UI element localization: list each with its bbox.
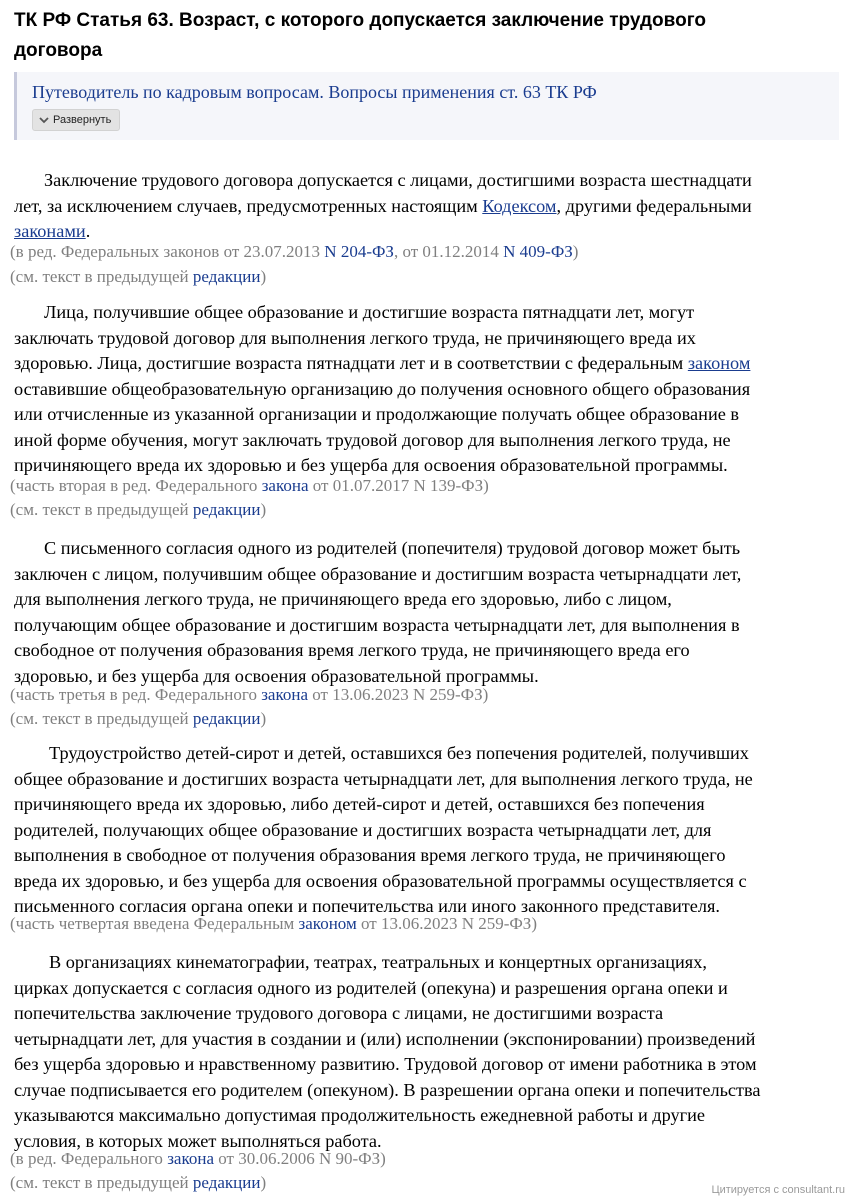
p5-previous-edition-note: (см. текст в предыдущей редакции) (10, 1173, 267, 1192)
p4-line-6: вреда их здоровью, и без ущерба для освоения образовательной программы осуществляется с (14, 870, 747, 891)
p2-previous-edition-note: (см. текст в предыдущей редакции) (10, 500, 267, 519)
p2-line-4: оставившие общеобразовательную организацию до получения основного общего образования (14, 378, 751, 399)
p2-edition-link[interactable]: редакции (192, 500, 261, 519)
p4-line-5: выполнения в свободное от получения образования время легкого труда, не причиняющего (14, 845, 726, 865)
paragraph-3 (14, 536, 844, 689)
p2-line-3: здоровью. Лица, достигшие возраста пятнадцати лет и в соответствии с федеральным законом (14, 353, 751, 373)
p2-line-6: иной форме обучения, могут заключать трудовой договор для выполнения легкого труда, не (14, 429, 731, 450)
expand-button-label: Развернуть (53, 114, 112, 126)
p5-line-4: четырнадцати лет, для участия в создании и (или) исполнении (экспонировании) произведений (14, 1028, 756, 1049)
guide-box (14, 72, 839, 140)
p3-edition-link[interactable]: редакции (192, 709, 261, 728)
p5-line-8: условия, в которых может выполняться работа. (14, 1130, 382, 1151)
law-409-link[interactable]: N 409-ФЗ (503, 242, 573, 261)
p2-line-2: заключать трудовой договор для выполнения легкого труда, не причиняющего вреда их (14, 327, 696, 348)
p3-line-3: для выполнения легкого труда, не причиняющего вреда его здоровью, либо с лицом, (14, 589, 672, 609)
p5-line-7: указываются максимально допустимая продолжительность ежедневной работы и другие (14, 1105, 706, 1125)
p4-line-2: общее образование и достигших возраста четырнадцати лет, для выполнения легкого труда, не (14, 768, 753, 789)
paragraph-5 (14, 950, 844, 1154)
p1-line-3: законами. (14, 221, 91, 241)
p5-edition-note: (в ред. Федерального закона от 30.06.2006 N 90-ФЗ) (10, 1149, 386, 1168)
guide-link[interactable]: Путеводитель по кадровым вопросам. Вопросы применения ст. 63 ТК РФ (32, 82, 597, 102)
p5-law-link[interactable]: закона (167, 1149, 214, 1168)
p3-line-1: С письменного согласия одного из родителей (попечителя) трудовой договор может быть (44, 538, 741, 558)
p1-edition-note: (в ред. Федеральных законов от 23.07.2013 N 204-ФЗ, от 01.12.2014 N 409-ФЗ) (10, 242, 579, 261)
p4-line-1: Трудоустройство детей-сирот и детей, оставшихся без попечения родителей, получивших (49, 743, 749, 763)
p3-law-link[interactable]: закона (261, 685, 309, 704)
p1-line-2: лет, за исключением случаев, предусмотренных настоящим Кодексом, другими федеральными (14, 195, 752, 216)
source-watermark: Цитируется с consultant.ru (711, 1184, 845, 1196)
p2-line-5: или отчисленные из указанной организации и продолжающие получать общее образование в (14, 404, 740, 424)
p2-law-link[interactable]: закона (261, 476, 309, 495)
p4-line-7: письменного согласия органа опеки и попечительства или иного законного представителя. (14, 896, 720, 916)
p4-edition-note: (часть четвертая введена Федеральным законом от 13.06.2023 N 259-ФЗ) (10, 914, 537, 933)
p5-line-6: случае подписывается его родителем (опекуном). В разрешении органа опеки и попечительства (14, 1079, 761, 1100)
chevron-down-icon (39, 116, 49, 124)
paragraph-4 (14, 741, 844, 920)
p3-previous-edition-note: (см. текст в предыдущей редакции) (10, 709, 267, 728)
codex-link[interactable]: Кодексом (482, 195, 557, 216)
p3-edition-note: (часть третья в ред. Федерального закона от 13.06.2023 N 259-ФЗ) (10, 685, 489, 704)
title-line-1: ТК РФ Статья 63. Возраст, с которого допускается заключение трудового (14, 10, 706, 31)
title-line-2: договора (14, 40, 103, 61)
p1-previous-edition-note: (см. текст в предыдущей редакции) (10, 267, 267, 286)
expand-button[interactable] (32, 109, 120, 131)
p3-line-2: заключен с лицом, получившим общее образование и достигшим возраста четырнадцати лет, (14, 563, 742, 584)
laws-link[interactable]: законами (14, 221, 86, 241)
p3-line-5: свободное от получения образования время легкого труда, не причиняющего вреда его (14, 640, 690, 660)
p2-line-1: Лица, получившие общее образование и достигшие возраста пятнадцати лет, могут (44, 302, 695, 322)
law-204-link[interactable]: N 204-ФЗ (324, 242, 394, 261)
p4-law-link[interactable]: законом (298, 914, 357, 933)
p2-line-7: причиняющего вреда их здоровью и без ущерба для освоения образовательной программы. (14, 455, 728, 475)
paragraph-2 (14, 300, 844, 479)
p2-edition-note: (часть вторая в ред. Федерального закона от 01.07.2017 N 139-ФЗ) (10, 476, 489, 495)
p5-line-3: попечительства заключение трудового договора с лицами, не достигшими возраста (14, 1003, 664, 1023)
page-title (14, 6, 834, 66)
p5-edition-link[interactable]: редакции (192, 1173, 261, 1192)
p5-line-2: цирках допускается с согласия одного из родителей (опекуна) и разрешения органа опеки и (14, 977, 728, 998)
paragraph-1 (14, 168, 844, 245)
p5-line-1: В организациях кинематографии, театрах, театральных и концертных организациях, (49, 952, 707, 972)
p5-line-5: без ущерба здоровью и нравственному развитию. Трудовой договор от имени работника в этом (14, 1054, 757, 1074)
p3-line-6: здоровью, и без ущерба для освоения образовательной программы. (14, 665, 539, 686)
p4-line-3: причиняющего вреда их здоровью, либо детей-сирот и детей, оставшихся без попечения (14, 794, 705, 814)
federal-law-link[interactable]: законом (687, 353, 751, 373)
p3-line-4: получающим общее образование и достигшим возраста четырнадцати лет, для выполнения в (14, 614, 740, 635)
p4-line-4: родителей, получающих общее образование и достигших возраста четырнадцати лет, для (14, 819, 712, 840)
p1-edition-link[interactable]: редакции (192, 267, 261, 286)
p1-line-1: Заключение трудового договора допускается с лицами, достигшими возраста шестнадцати (44, 170, 752, 190)
